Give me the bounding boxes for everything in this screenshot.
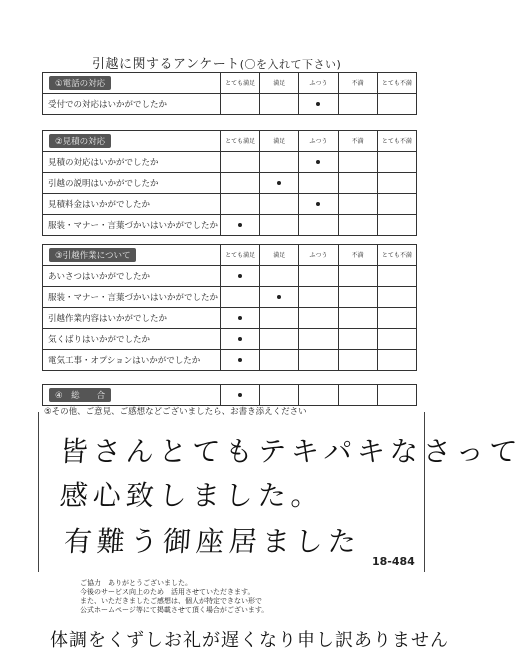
rating-cell-dissatisfied[interactable]: [338, 287, 377, 308]
rating-cell-very-satisfied[interactable]: [221, 215, 260, 236]
rating-mark: [277, 295, 281, 299]
section-label: ④ 総 合: [49, 388, 111, 402]
rating-cell-very-dissatisfied[interactable]: [377, 308, 416, 329]
question-text: 受付での対応はいかがでしたか: [43, 94, 221, 115]
rating-cell-very-satisfied[interactable]: [221, 287, 260, 308]
scale-header-dissatisfied: 不満: [338, 245, 377, 266]
rating-cell-very-satisfied[interactable]: [221, 152, 260, 173]
rating-cell-dissatisfied[interactable]: [338, 152, 377, 173]
section-header-cell: [43, 245, 221, 266]
rating-cell-very-dissatisfied[interactable]: [377, 329, 416, 350]
rating-mark: [238, 274, 242, 278]
rating-mark: [316, 102, 320, 106]
rating-cell-very-dissatisfied[interactable]: [377, 194, 416, 215]
scale-header-dissatisfied: 不満: [338, 73, 377, 94]
scale-header-dissatisfied: 不満: [338, 131, 377, 152]
rating-cell-satisfied[interactable]: [260, 350, 299, 371]
section-header-cell: [43, 73, 221, 94]
scale-header-very-dissatisfied: とても不満: [377, 245, 416, 266]
rating-cell-neutral[interactable]: [299, 385, 338, 406]
rating-cell-dissatisfied[interactable]: [338, 215, 377, 236]
rating-cell-very-dissatisfied[interactable]: [377, 152, 416, 173]
rating-cell-satisfied[interactable]: [260, 266, 299, 287]
scale-header-satisfied: 満足: [260, 131, 299, 152]
rating-mark: [238, 337, 242, 341]
rating-cell-neutral[interactable]: [299, 308, 338, 329]
scale-header-very-dissatisfied: とても不満: [377, 73, 416, 94]
question-text: 見積料金はいかがでしたか: [43, 194, 221, 215]
rating-mark: [238, 393, 242, 397]
rating-cell-dissatisfied[interactable]: [338, 94, 377, 115]
rating-cell-neutral[interactable]: [299, 287, 338, 308]
thanks-line: 今後のサービス向上のため 活用させていただきます。: [80, 588, 255, 596]
rating-cell-neutral[interactable]: [299, 329, 338, 350]
section-table: [42, 384, 417, 406]
rating-cell-neutral[interactable]: [299, 194, 338, 215]
section-header-cell: [43, 131, 221, 152]
rating-cell-very-satisfied[interactable]: [221, 308, 260, 329]
rating-cell-satisfied[interactable]: [260, 308, 299, 329]
scale-header-very-satisfied: とても満足: [221, 245, 260, 266]
rating-cell-very-satisfied[interactable]: [221, 94, 260, 115]
section-table: [42, 130, 417, 236]
rating-cell-satisfied[interactable]: [260, 287, 299, 308]
scale-header-satisfied: 満足: [260, 245, 299, 266]
handwritten-line-1: 皆さんとてもテキパキなさって: [58, 435, 523, 468]
rating-mark: [316, 160, 320, 164]
rating-cell-very-dissatisfied[interactable]: [377, 266, 416, 287]
rating-cell-dissatisfied[interactable]: [338, 194, 377, 215]
rating-mark: [238, 316, 242, 320]
question-text: 服装・マナー・言葉づかいはいかがでしたか: [43, 215, 221, 236]
rating-cell-satisfied[interactable]: [260, 215, 299, 236]
rating-cell-neutral[interactable]: [299, 173, 338, 194]
rating-cell-neutral[interactable]: [299, 94, 338, 115]
thanks-line: また、いただきましたご感想は、個人が特定できない形で: [80, 597, 262, 605]
comments-prompt: ⑤その他、ご意見、ご感想などございましたら、お書き添えください: [44, 407, 307, 417]
section-table: [42, 244, 417, 371]
rating-cell-satisfied[interactable]: [260, 329, 299, 350]
form-code: 18-484: [372, 555, 415, 568]
rating-mark: [238, 358, 242, 362]
rating-cell-neutral[interactable]: [299, 350, 338, 371]
survey-title: [92, 53, 341, 72]
question-text: 引越作業内容はいかがでしたか: [43, 308, 221, 329]
rating-cell-very-dissatisfied[interactable]: [377, 385, 416, 406]
bottom-handwritten-note: 体調をくずしお礼が遅くなり申し訳ありません: [50, 630, 449, 651]
thanks-line: ご協力 ありがとうございました。: [80, 579, 192, 587]
scale-header-neutral: ふつう: [299, 131, 338, 152]
rating-cell-satisfied[interactable]: [260, 173, 299, 194]
title-note: (〇を入れて下さい): [239, 58, 342, 71]
title-text: 引越に関するアンケート: [92, 57, 240, 72]
question-text: あいさつはいかがでしたか: [43, 266, 221, 287]
rating-cell-dissatisfied[interactable]: [338, 266, 377, 287]
scale-header-very-dissatisfied: とても不満: [377, 131, 416, 152]
rating-cell-very-satisfied[interactable]: [221, 173, 260, 194]
rating-cell-satisfied[interactable]: [260, 385, 299, 406]
question-text: 服装・マナー・言葉づかいはいかがでしたか: [43, 287, 221, 308]
rating-cell-very-dissatisfied[interactable]: [377, 173, 416, 194]
rating-cell-satisfied[interactable]: [260, 94, 299, 115]
rating-cell-very-dissatisfied[interactable]: [377, 94, 416, 115]
rating-cell-dissatisfied[interactable]: [338, 329, 377, 350]
section-label: ①電話の対応: [49, 76, 111, 90]
rating-cell-satisfied[interactable]: [260, 194, 299, 215]
rating-cell-dissatisfied[interactable]: [338, 385, 377, 406]
rating-cell-very-dissatisfied[interactable]: [377, 287, 416, 308]
rating-cell-satisfied[interactable]: [260, 152, 299, 173]
rating-cell-very-satisfied[interactable]: [221, 194, 260, 215]
section-table: [42, 72, 417, 115]
scale-header-neutral: ふつう: [299, 73, 338, 94]
rating-cell-dissatisfied[interactable]: [338, 173, 377, 194]
section-header-cell: [43, 385, 221, 406]
rating-cell-very-satisfied[interactable]: [221, 350, 260, 371]
handwritten-line-2: 感心致しました。: [58, 479, 326, 512]
rating-cell-neutral[interactable]: [299, 215, 338, 236]
scale-header-neutral: ふつう: [299, 245, 338, 266]
thanks-line: 公式ホームページ等にて掲載させて頂く場合がございます。: [80, 606, 269, 614]
question-text: 見積の対応はいかがでしたか: [43, 152, 221, 173]
rating-cell-neutral[interactable]: [299, 266, 338, 287]
rating-cell-very-dissatisfied[interactable]: [377, 350, 416, 371]
rating-mark: [316, 202, 320, 206]
question-text: 電気工事・オプションはいかがでしたか: [43, 350, 221, 371]
handwritten-line-3: 有難う御座居ました: [62, 525, 363, 558]
rating-cell-very-satisfied[interactable]: [221, 329, 260, 350]
rating-cell-dissatisfied[interactable]: [338, 308, 377, 329]
section-label: ②見積の対応: [49, 134, 111, 148]
rating-cell-neutral[interactable]: [299, 152, 338, 173]
scale-header-very-satisfied: とても満足: [221, 131, 260, 152]
rating-mark: [238, 223, 242, 227]
rating-cell-very-dissatisfied[interactable]: [377, 215, 416, 236]
scale-header-satisfied: 満足: [260, 73, 299, 94]
question-text: 引越の説明はいかがでしたか: [43, 173, 221, 194]
section-label: ③引越作業について: [49, 248, 136, 262]
scale-header-very-satisfied: とても満足: [221, 73, 260, 94]
rating-cell-very-satisfied[interactable]: [221, 385, 260, 406]
question-text: 気くばりはいかがでしたか: [43, 329, 221, 350]
rating-mark: [277, 181, 281, 185]
thanks-note: [80, 579, 268, 615]
rating-cell-dissatisfied[interactable]: [338, 350, 377, 371]
rating-cell-very-satisfied[interactable]: [221, 266, 260, 287]
